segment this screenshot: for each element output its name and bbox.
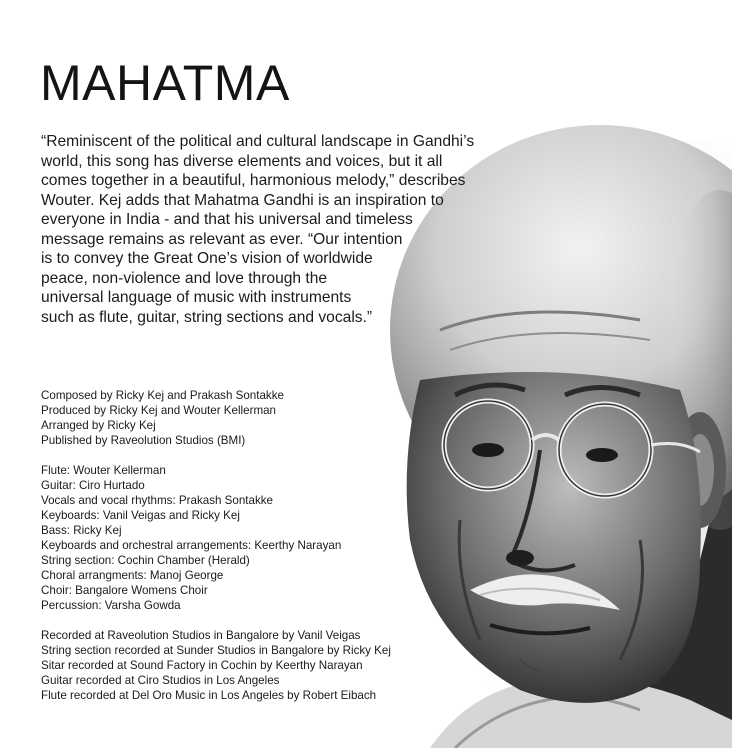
- credit-line: String section recorded at Sunder Studios in Bangalore by Ricky Kej: [41, 644, 391, 657]
- quote-line: “Reminiscent of the political and cultural landscape in Gandhi’s: [41, 133, 475, 150]
- recording-credits: [41, 628, 391, 703]
- page-title: MAHATMA: [40, 55, 290, 111]
- credit-line: Arranged by Ricky Kej: [41, 419, 156, 432]
- credit-line: Percussion: Varsha Gowda: [41, 599, 181, 612]
- credit-line: String section: Cochin Chamber (Herald): [41, 554, 250, 567]
- credits: [41, 388, 391, 718]
- credit-line: Sitar recorded at Sound Factory in Cochin by Keerthy Narayan: [41, 659, 363, 672]
- production-credits: [41, 388, 391, 448]
- quote-line: peace, non-violence and love through the: [41, 269, 328, 287]
- credit-line: Guitar recorded at Ciro Studios in Los Angeles: [41, 674, 280, 687]
- credit-line: Keyboards and orchestral arrangements: Keerthy Narayan: [41, 539, 342, 552]
- credit-line: Choir: Bangalore Womens Choir: [41, 584, 208, 597]
- credit-line: Published by Raveolution Studios (BMI): [41, 434, 246, 447]
- credit-line: Composed by Ricky Kej and Prakash Sontakke: [41, 389, 284, 402]
- credit-line: Flute: Wouter Kellerman: [41, 464, 166, 477]
- credit-line: Flute recorded at Del Oro Music in Los Angeles by Robert Eibach: [41, 689, 377, 702]
- credit-line: Recorded at Raveolution Studios in Bangalore by Vanil Veigas: [41, 629, 361, 642]
- quote-line: Wouter. Kej adds that Mahatma Gandhi is an inspiration to: [41, 191, 444, 209]
- credit-line: Bass: Ricky Kej: [41, 524, 122, 537]
- quote-paragraph: [41, 132, 474, 327]
- quote-line: comes together in a beautiful, harmonious melody,” describes: [41, 172, 466, 189]
- credit-line: Keyboards: Vanil Veigas and Ricky Kej: [41, 509, 240, 522]
- credit-line: Choral arrangments: Manoj George: [41, 569, 224, 582]
- musician-credits: [41, 463, 391, 613]
- quote-line: is to convey the Great One’s vision of worldwide: [41, 250, 373, 267]
- quote-line: message remains as relevant as ever. “Our intention: [41, 230, 403, 248]
- credit-line: Produced by Ricky Kej and Wouter Kellerman: [41, 404, 276, 417]
- credit-line: Guitar: Ciro Hurtado: [41, 479, 145, 492]
- quote-line: world, this song has diverse elements and voices, but it all: [41, 152, 443, 170]
- quote-line: such as flute, guitar, string sections and vocals.”: [41, 308, 373, 326]
- credit-line: Vocals and vocal rhythms: Prakash Sontakke: [41, 494, 273, 507]
- quote-line: universal language of music with instruments: [41, 289, 352, 306]
- quote-line: everyone in India - and that his universal and timeless: [41, 211, 413, 228]
